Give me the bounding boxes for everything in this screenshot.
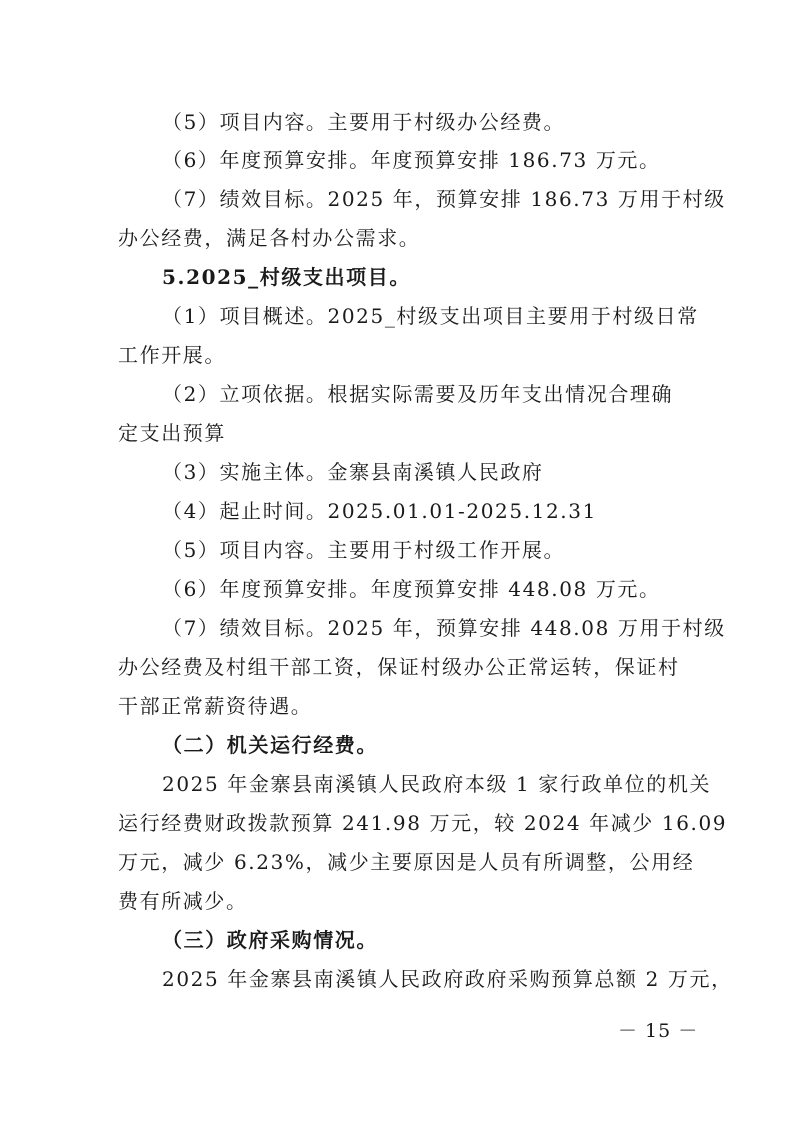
text-line: （6）年度预算安排。年度预算安排 448.08 万元。	[162, 577, 661, 601]
text-line: （4）起止时间。2025.01.01-2025.12.31	[162, 499, 597, 523]
text-line: （2）立项依据。根据实际需要及历年支出情况合理确	[162, 382, 674, 406]
text-line: （5）项目内容。主要用于村级办公经费。	[162, 110, 566, 134]
text-line: 费有所减少。	[118, 889, 248, 913]
text-line: 万元，减少 6.23%，减少主要原因是人员有所调整，公用经	[118, 850, 695, 874]
text-line: 干部正常薪资待遇。	[118, 694, 313, 718]
text-line: 办公经费及村组干部工资，保证村级办公正常运转，保证村	[118, 655, 680, 679]
text-line: 工作开展。	[118, 343, 226, 367]
text-line: （5）项目内容。主要用于村级工作开展。	[162, 538, 566, 562]
text-line: （1）项目概述。2025_村级支出项目主要用于村级日常	[162, 304, 699, 328]
page-number: － 15 －	[618, 1020, 699, 1042]
section-heading: （三）政府采购情况。	[162, 928, 378, 952]
text-line: （7）绩效目标。2025 年，预算安排 448.08 万用于村级	[162, 616, 726, 640]
text-line: 定支出预算	[118, 421, 226, 445]
text-line: （6）年度预算安排。年度预算安排 186.73 万元。	[162, 148, 661, 172]
text-line: （7）绩效目标。2025 年，预算安排 186.73 万用于村级	[162, 187, 726, 211]
text-line: 办公经费，满足各村办公需求。	[118, 226, 421, 250]
section-heading: 5.2025_村级支出项目。	[162, 265, 411, 289]
text-line: 2025 年金寨县南溪镇人民政府政府采购预算总额 2 万元，	[162, 967, 733, 991]
text-line: （3）实施主体。金寨县南溪镇人民政府	[162, 460, 544, 484]
text-line: 2025 年金寨县南溪镇人民政府本级 1 家行政单位的机关	[162, 772, 712, 796]
section-heading: （二）机关运行经费。	[162, 733, 378, 757]
text-line: 运行经费财政拨款预算 241.98 万元，较 2024 年减少 16.09	[118, 811, 728, 835]
